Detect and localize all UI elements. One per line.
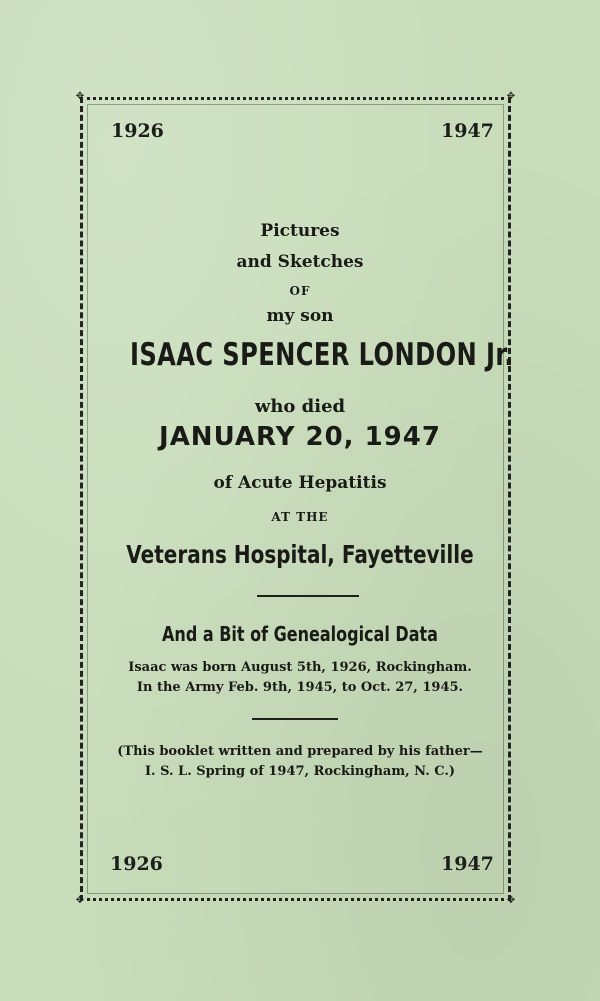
year-bottom-right: 1947 xyxy=(441,853,494,875)
year-bottom-left: 1926 xyxy=(110,853,163,875)
divider-rule xyxy=(252,718,338,720)
death-date: JANUARY 20, 1947 xyxy=(159,422,441,452)
year-top-right: 1947 xyxy=(441,120,494,142)
title-line-pictures: Pictures xyxy=(260,221,340,241)
credit-line-1: (This booklet written and prepared by his father— xyxy=(117,744,483,759)
corner-ornament-icon: ✥ xyxy=(75,91,85,102)
year-top-left: 1926 xyxy=(111,120,164,142)
birth-info: Isaac was born August 5th, 1926, Rockingham. xyxy=(128,660,472,675)
title-line-sketches: and Sketches xyxy=(236,252,364,272)
corner-ornament-icon: ✥ xyxy=(75,895,85,906)
at-the-text: AT THE xyxy=(271,510,329,524)
hospital-name: Veterans Hospital, Fayetteville xyxy=(126,540,474,569)
cause-of-death: of Acute Hepatitis xyxy=(213,473,387,493)
title-line-my-son: my son xyxy=(266,306,334,326)
decorative-border xyxy=(80,97,514,901)
army-service-info: In the Army Feb. 9th, 1945, to Oct. 27, 1945. xyxy=(136,680,464,695)
corner-ornament-icon: ✥ xyxy=(506,91,516,102)
credit-line-2: I. S. L. Spring of 1947, Rockingham, N. C.) xyxy=(144,764,456,779)
subject-name: ISAAC SPENCER LONDON Jr. xyxy=(129,337,514,373)
who-died-text: who died xyxy=(254,396,346,417)
title-line-of: OF xyxy=(289,284,311,298)
divider-rule xyxy=(257,595,359,597)
corner-ornament-icon: ✥ xyxy=(506,895,516,906)
genealogy-heading: And a Bit of Genealogical Data xyxy=(162,622,438,646)
